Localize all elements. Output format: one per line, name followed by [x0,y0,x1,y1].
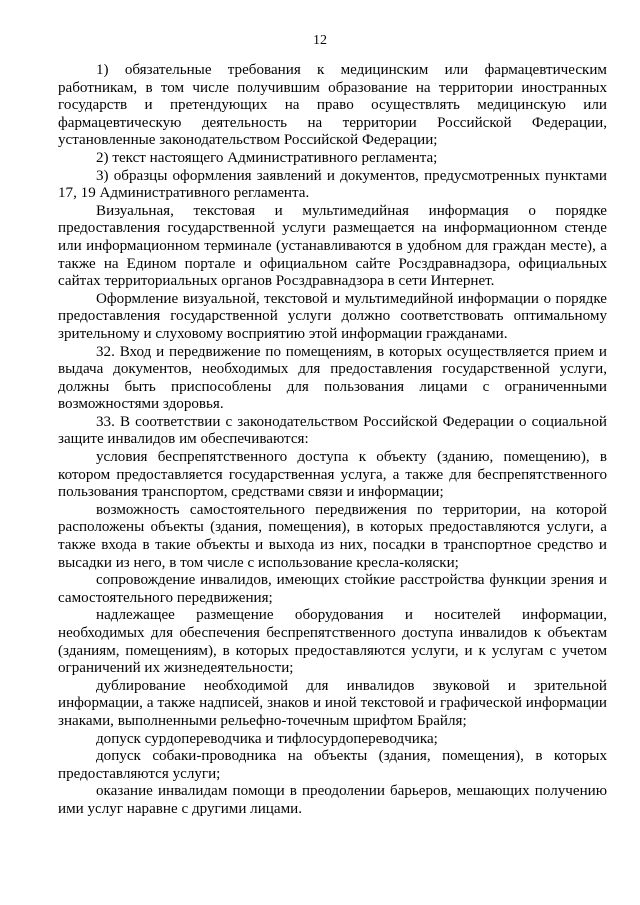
paragraph-duplication: дублирование необходимой для инвалидов звуковой и зрительной информации, а также надписей, знаков и иной текстовой и графической информации знаками, выполненными рельефно-точечным шрифтом Брайля; [58,677,607,729]
paragraph-item-33: 33. В соответствии с законодательством Российской Федерации о социальной защите инвалидов им обеспечиваются: [58,413,607,448]
paragraph-item-32: 32. Вход и передвижение по помещениям, в которых осуществляется прием и выдача документов, необходимых для предоставления государственной услуги, должны быть приспособлены для пользования лицами с ограниченными возможностями здоровья. [58,343,607,413]
paragraph-requirements: 1) обязательные требования к медицинским или фармацевтическим работникам, в том числе получившим образование на территории иностранных государств и претендующих на право осуществлять медицинскую или фармацевтическую деятельность на территории Российской Федерации, установленные законодательством Российской Федерации; [58,62,607,149]
paragraph-information-design: Оформление визуальной, текстовой и мультимедийной информации о порядке предоставления государственной услуги должно соответствовать оптимальному зрительному и слуховому восприятию этой информации гражданами. [58,290,607,342]
document-body [58,62,607,819]
paragraph-assistance: оказание инвалидам помощи в преодолении барьеров, мешающих получению ими услуг наравне с другими лицами. [58,783,607,817]
paragraph-regulation-text: 2) текст настоящего Административного регламента; [96,149,438,166]
paragraph-escort: сопровождение инвалидов, имеющих стойкие расстройства функции зрения и самостоятельного передвижения; [58,572,607,606]
page-number: 12 [313,33,327,48]
paragraph-guide-dog: допуск собаки-проводника на объекты (здания, помещения), в которых предоставляются услуги; [58,748,607,782]
paragraph-sample-forms: 3) образцы оформления заявлений и документов, предусмотренных пунктами 17, 19 Административного регламента. [58,167,607,202]
paragraph-visual-information: Визуальная, текстовая и мультимедийная информация о порядке предоставления государственной услуги размещается на информационном стенде или информационном терминале (устанавливаются в удобном для граждан месте), а также на Едином портале и официальном сайте Росздравнадзора, официальных сайтах территориальных органов Росздравнадзора в сети Интернет. [58,202,607,290]
paragraph-sign-interpreter: допуск сурдопереводчика и тифлосурдопереводчика; [96,730,438,747]
paragraph-access-conditions: условия беспрепятственного доступа к объекту (зданию, помещению), в котором предоставляется государственная услуга, а также для беспрепятственного пользования транспортом, средствами связи и информации; [58,449,607,501]
paragraph-equipment-placement: надлежащее размещение оборудования и носителей информации, необходимых для обеспечения беспрепятственного доступа инвалидов к объектам (зданиям, помещениям), в которых предоставляются услуги, и к услугам с учетом ограничений их жизнедеятельности; [58,607,607,677]
paragraph-independent-movement: возможность самостоятельного передвижения по территории, на которой расположены объекты (здания, помещения), в которых предоставляются услуги, а также входа в такие объекты и выхода из них, посадки в транспортное средство и высадки из него, в том числе с использование кресла-коляски; [58,501,607,571]
